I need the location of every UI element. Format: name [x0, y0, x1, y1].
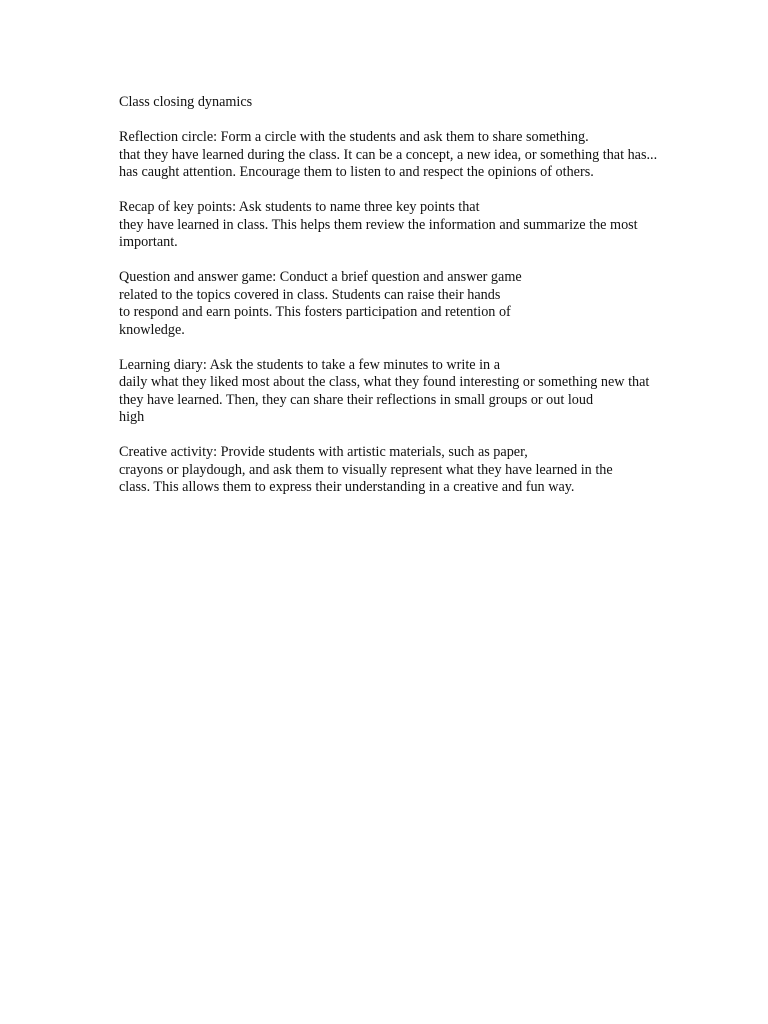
document-title: Class closing dynamics	[119, 94, 253, 110]
paragraph-recap-key-points	[119, 199, 719, 252]
paragraph-line: Learning diary: Ask the students to take a few minutes to write in a	[119, 356, 500, 373]
paragraph-line: Recap of key points: Ask students to name three key points that	[119, 199, 480, 215]
paragraph-line: Question and answer game: Conduct a brief question and answer game	[119, 269, 522, 285]
paragraph-line: they have learned in class. This helps them review the information and summarize the most	[119, 216, 638, 233]
paragraph-line: has caught attention. Encourage them to listen to and respect the opinions of others.	[119, 164, 594, 180]
paragraph-line: daily what they liked most about the class, what they found interesting or something new that	[119, 374, 650, 390]
paragraph-line: knowledge.	[119, 321, 185, 338]
paragraph-line: they have learned. Then, they can share their reflections in small groups or out loud	[119, 391, 594, 408]
paragraph-line: that they have learned during the class. It can be a concept, a new idea, or something that has...	[119, 146, 658, 163]
paragraph-line: Reflection circle: Form a circle with the students and ask them to share something.	[119, 129, 589, 145]
paragraph-line: to respond and earn points. This fosters participation and retention of	[119, 304, 511, 320]
paragraph-reflection-circle	[119, 129, 719, 182]
document-body	[119, 94, 719, 514]
paragraph-line: related to the topics covered in class. Students can raise their hands	[119, 286, 501, 303]
paragraph-learning-diary	[119, 357, 719, 427]
paragraph-line: high	[119, 409, 145, 425]
paragraph-creative-activity	[119, 444, 719, 497]
paragraph-line: crayons or playdough, and ask them to visually represent what they have learned in the	[119, 461, 613, 478]
paragraph-line: class. This allows them to express their understanding in a creative and fun way.	[119, 479, 575, 495]
paragraph-question-answer-game	[119, 269, 719, 339]
paragraph-line: important.	[119, 234, 178, 250]
paragraph-line: Creative activity: Provide students with artistic materials, such as paper,	[119, 444, 528, 460]
